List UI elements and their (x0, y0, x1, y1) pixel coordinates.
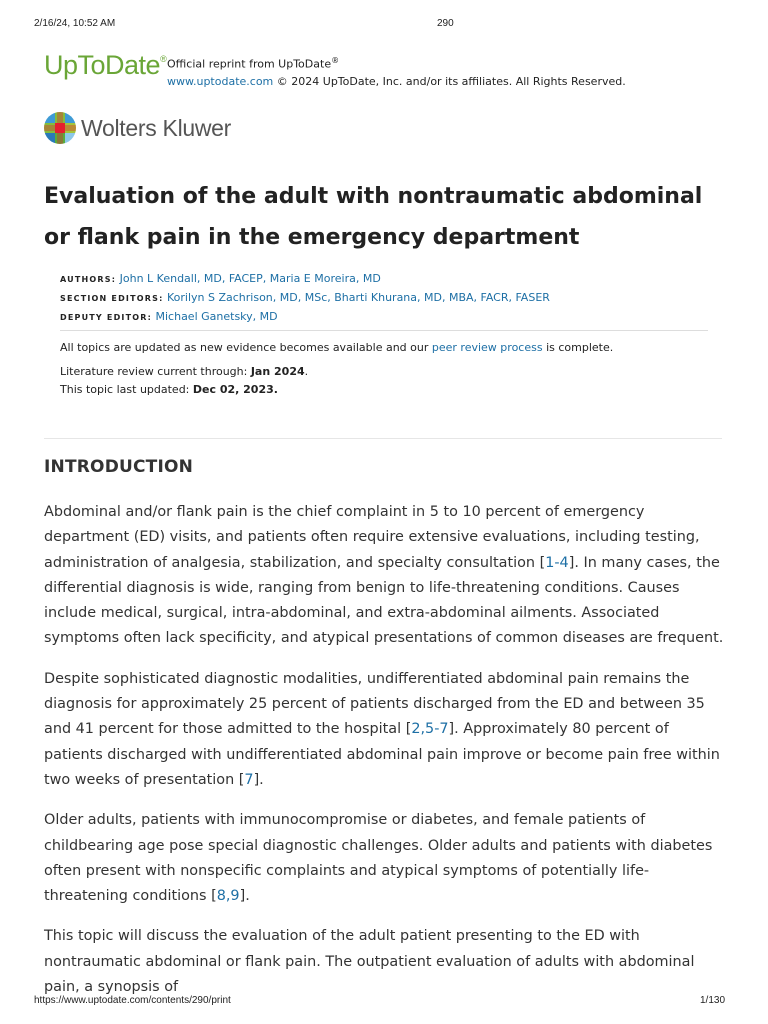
print-url: https://www.uptodate.com/contents/290/print (34, 995, 231, 1006)
deputy-editor-label: DEPUTY EDITOR: (60, 313, 152, 322)
peer-review-link[interactable]: peer review process (431, 341, 543, 354)
last-updated-period: . (273, 383, 278, 396)
paragraph-1 (44, 500, 726, 652)
deputy-editor-row (60, 308, 550, 327)
section-editors-row (60, 289, 550, 308)
p2-text-a: Despite sophisticated diagnostic modalities, undifferentiated abdominal pain remains the diagnosis for approximately 25 percent of patients discharged from the ED and between 35 and 41 percent for those admitted to the hospital [ (44, 670, 705, 738)
lit-review-date: Jan 2024 (250, 365, 305, 378)
divider (60, 330, 708, 331)
reprint-reg: ® (331, 56, 340, 65)
p2-text-b: ]. Approximately 80 percent of patients discharged with undifferentiated abdominal pain improve or become pain free within two weeks of presentation [ (44, 721, 720, 788)
section-editors-label: SECTION EDITORS: (60, 294, 164, 303)
p1-text-a: Abdominal and/or flank pain is the chief complaint in 5 to 10 percent of emergency department (ED) visits, and patients often require extensive evaluations, including testing, administration of analgesia, stabilization, and specialty consultation [ (44, 504, 700, 571)
reprint-line: Official reprint from UpToDate (167, 57, 332, 71)
reference-link[interactable]: 2,5-7 (411, 721, 449, 738)
notice-text-end: is complete. (542, 341, 614, 354)
review-dates (60, 363, 308, 399)
reprint-notice (167, 52, 626, 90)
section-body (44, 500, 726, 1015)
p2-text-c: ]. (253, 771, 264, 788)
paragraph-4: This topic will discuss the evaluation of the adult patient presenting to the ED with nontraumatic abdominal or flank pain. The outpatient evaluation of adults with abdominal pain, a synopsis of (44, 928, 695, 996)
contributors (60, 270, 550, 327)
deputy-editor-link[interactable]: Michael Ganetsky, MD (155, 310, 278, 323)
print-datetime: 2/16/24, 10:52 AM (34, 18, 116, 29)
p3-text-a: Older adults, patients with immunocompromise or diabetes, and female patients of childbearing age pose special diagnostic challenges. Older adults and patients with diabetes often present with nonspecific complaints and atypical symptoms of potentially life-threatening conditions [ (44, 812, 713, 905)
print-page-count: 1/130 (700, 995, 726, 1006)
section-divider (44, 438, 722, 439)
update-notice (60, 339, 613, 357)
reference-link[interactable]: 8,9 (216, 888, 240, 905)
last-updated-date: Dec 02, 2023 (192, 383, 274, 396)
reference-link[interactable]: 7 (244, 771, 254, 788)
uptodate-logo-text: UpToDate (44, 50, 161, 80)
lit-review-period: . (304, 365, 309, 378)
paragraph-3 (44, 808, 726, 909)
reference-link[interactable]: 1-4 (545, 554, 569, 571)
authors-label: AUTHORS: (60, 275, 117, 284)
uptodate-logo-reg: ® (160, 54, 167, 64)
uptodate-logo[interactable] (44, 50, 166, 81)
wolters-kluwer-wordmark: Wolters Kluwer (81, 114, 232, 141)
paragraph-2 (44, 667, 726, 793)
p1-text-b: ]. In many cases, the differential diagnosis is wide, ranging from benign to life-threatening conditions. Causes include medical, surgical, intra-abdominal, and extra-abdominal ailments. Associated symptoms often lack specificity, and atypical presentations of common diseases are frequent. (44, 554, 724, 647)
authors-row (60, 270, 550, 289)
uptodate-site-link[interactable]: www.uptodate.com (167, 74, 274, 88)
print-page-id: 290 (437, 18, 454, 29)
p3-text-b: ]. (239, 888, 250, 905)
authors-link[interactable]: John L Kendall, MD, FACEP, Maria E Moreira, MD (119, 272, 381, 285)
wolters-kluwer-mosaic-icon (44, 112, 76, 144)
page-title: Evaluation of the adult with nontraumatic abdominal or flank pain in the emergency department (44, 184, 703, 250)
notice-text: All topics are updated as new evidence becomes available and our (60, 341, 432, 354)
copyright-text: © 2024 UpToDate, Inc. and/or its affiliates. All Rights Reserved. (276, 74, 626, 88)
last-updated-label: This topic last updated: (60, 383, 193, 396)
lit-review-label: Literature review current through: (60, 365, 251, 378)
section-editors-link[interactable]: Korilyn S Zachrison, MD, MSc, Bharti Khurana, MD, MBA, FACR, FASER (166, 291, 550, 304)
section-heading-introduction: INTRODUCTION (44, 457, 194, 477)
wolters-kluwer-logo[interactable] (44, 110, 231, 146)
